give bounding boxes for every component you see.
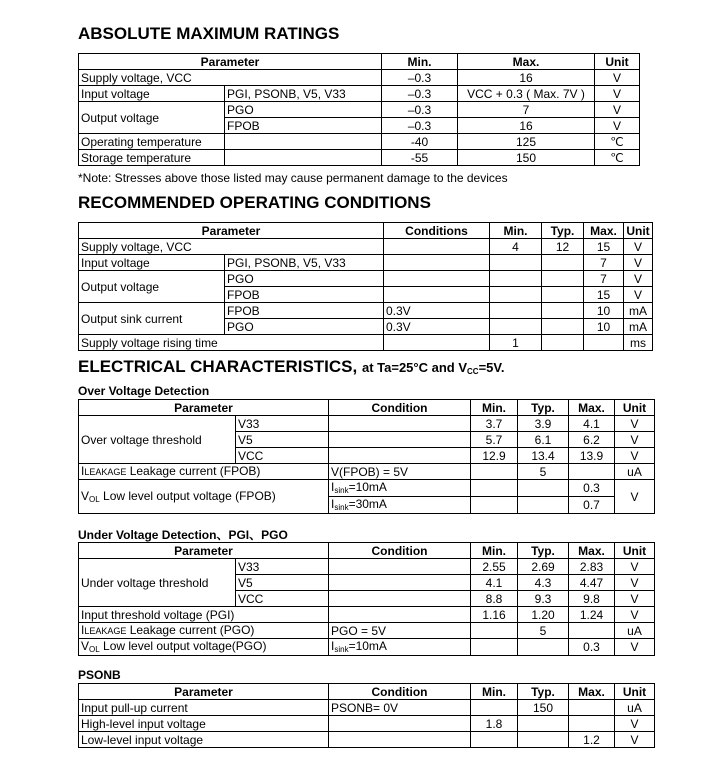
cell: Supply voltage, VCC bbox=[79, 70, 382, 86]
cell bbox=[225, 134, 382, 150]
cell: FPOB bbox=[225, 118, 382, 134]
col-header: Min. bbox=[471, 684, 518, 700]
cell: 0.3V bbox=[384, 319, 490, 335]
table-header-row bbox=[79, 684, 655, 700]
cell: V bbox=[615, 432, 655, 448]
cell: uA bbox=[615, 700, 655, 716]
cell: PGI, PSONB, V5, V33 bbox=[225, 86, 382, 102]
cell bbox=[518, 480, 569, 497]
cell: 12.9 bbox=[471, 448, 518, 464]
table-row bbox=[79, 416, 655, 432]
col-header: Unit bbox=[595, 54, 640, 70]
cell: V bbox=[615, 591, 655, 607]
cell: Supply voltage, VCC bbox=[79, 239, 384, 255]
cell: 1.16 bbox=[471, 607, 518, 623]
cell bbox=[225, 150, 382, 166]
cell: 15 bbox=[584, 239, 624, 255]
cell: 4.1 bbox=[569, 416, 615, 432]
cell: $V_{OL}$ Low level output voltage(PGO) bbox=[79, 639, 329, 656]
table-row bbox=[79, 70, 640, 86]
cell: VCC bbox=[236, 448, 329, 464]
table-row bbox=[79, 639, 655, 656]
cell: 7 bbox=[584, 255, 624, 271]
cell: 150 bbox=[518, 700, 569, 716]
table-row bbox=[79, 150, 640, 166]
cell: V5 bbox=[236, 575, 329, 591]
cell: –0.3 bbox=[382, 118, 458, 134]
col-header: Max. bbox=[569, 543, 615, 559]
col-header: Condition bbox=[329, 684, 471, 700]
cell: 4.1 bbox=[471, 575, 518, 591]
cell: PGO = 5V bbox=[329, 623, 471, 639]
uvd-title: Under Voltage Detection、PGI、PGO bbox=[78, 528, 288, 542]
cell: VCC + 0.3 ( Max. 7V ) bbox=[458, 86, 595, 102]
cell: 0.7 bbox=[569, 497, 615, 514]
cell: V bbox=[624, 255, 653, 271]
col-header: Min. bbox=[471, 543, 518, 559]
cell bbox=[329, 716, 471, 732]
cell bbox=[329, 607, 471, 623]
col-header: Min. bbox=[490, 223, 542, 239]
col-header: Max. bbox=[569, 400, 615, 416]
cell: 10 bbox=[584, 319, 624, 335]
cell bbox=[471, 639, 518, 656]
cell bbox=[329, 575, 471, 591]
table-row bbox=[79, 607, 655, 623]
cell: V bbox=[615, 716, 655, 732]
col-header: Parameter bbox=[79, 54, 382, 70]
cell: V(FPOB) = 5V bbox=[329, 464, 471, 480]
cell bbox=[569, 700, 615, 716]
cell: 1 bbox=[490, 335, 542, 351]
cell: –0.3 bbox=[382, 86, 458, 102]
cell bbox=[384, 335, 490, 351]
cell: 125 bbox=[458, 134, 595, 150]
cell: PGO bbox=[225, 271, 384, 287]
cell bbox=[490, 271, 542, 287]
cell: 2.55 bbox=[471, 559, 518, 575]
cell: V bbox=[624, 239, 653, 255]
col-header: Min. bbox=[382, 54, 458, 70]
cell: 5.7 bbox=[471, 432, 518, 448]
col-header: Unit bbox=[615, 684, 655, 700]
cell: 15 bbox=[584, 287, 624, 303]
cell: ms bbox=[624, 335, 653, 351]
col-header: Max. bbox=[569, 684, 615, 700]
cell: $I_{sink}=30mA$ bbox=[329, 497, 471, 514]
cell bbox=[518, 497, 569, 514]
cell: 8.8 bbox=[471, 591, 518, 607]
cell: V bbox=[595, 86, 640, 102]
table-row bbox=[79, 255, 653, 271]
table-row bbox=[79, 732, 655, 748]
cell: Under voltage threshold bbox=[79, 559, 236, 607]
col-header: Max. bbox=[584, 223, 624, 239]
cell: $V_{OL}$ Low level output voltage (FPOB) bbox=[79, 480, 329, 514]
cell: V bbox=[615, 607, 655, 623]
cell bbox=[542, 303, 584, 319]
cell: V bbox=[615, 732, 655, 748]
col-header: Conditions bbox=[384, 223, 490, 239]
cell bbox=[490, 303, 542, 319]
cell: Storage temperature bbox=[79, 150, 225, 166]
cell: PGI, PSONB, V5, V33 bbox=[225, 255, 384, 271]
cell: 5 bbox=[518, 464, 569, 480]
cell bbox=[542, 287, 584, 303]
cell bbox=[471, 732, 518, 748]
cell bbox=[569, 716, 615, 732]
cell: 6.2 bbox=[569, 432, 615, 448]
cell: $I_{sink}=10mA$ bbox=[329, 480, 471, 497]
cell: uA bbox=[615, 623, 655, 639]
abs-table bbox=[78, 53, 640, 166]
roc-title: RECOMMENDED OPERATING CONDITIONS bbox=[78, 193, 431, 212]
cell: 12 bbox=[542, 239, 584, 255]
col-header: Unit bbox=[624, 223, 653, 239]
ec-title-main: ELECTRICAL CHARACTERISTICS, bbox=[78, 357, 358, 376]
col-header: Typ. bbox=[542, 223, 584, 239]
cell: 3.9 bbox=[518, 416, 569, 432]
cell bbox=[518, 639, 569, 656]
table-row bbox=[79, 700, 655, 716]
cell: -40 bbox=[382, 134, 458, 150]
table-header-row bbox=[79, 223, 653, 239]
cell bbox=[471, 497, 518, 514]
cell bbox=[471, 623, 518, 639]
cell bbox=[542, 255, 584, 271]
cell bbox=[329, 591, 471, 607]
cell: 2.69 bbox=[518, 559, 569, 575]
col-header: Parameter bbox=[79, 223, 384, 239]
cell: Input voltage bbox=[79, 86, 225, 102]
cell: V bbox=[615, 448, 655, 464]
col-header: Unit bbox=[615, 400, 655, 416]
cell: 0.3 bbox=[569, 480, 615, 497]
cell: 6.1 bbox=[518, 432, 569, 448]
cell: VCC bbox=[236, 591, 329, 607]
cell: ILEAKAGE Leakage current (PGO) bbox=[79, 623, 329, 639]
cell: Output sink current bbox=[79, 303, 225, 335]
table-header-row bbox=[79, 400, 655, 416]
col-header: Max. bbox=[458, 54, 595, 70]
cell: ℃ bbox=[595, 150, 640, 166]
cell bbox=[329, 416, 471, 432]
cell: uA bbox=[615, 464, 655, 480]
cell: Input voltage bbox=[79, 255, 225, 271]
table-row bbox=[79, 303, 653, 319]
cell: Operating temperature bbox=[79, 134, 225, 150]
cell bbox=[329, 432, 471, 448]
cell: –0.3 bbox=[382, 102, 458, 118]
table-header-row bbox=[79, 543, 655, 559]
ovd-title: Over Voltage Detection bbox=[78, 384, 210, 398]
cell: 10 bbox=[584, 303, 624, 319]
cell: 3.7 bbox=[471, 416, 518, 432]
col-header: Typ. bbox=[518, 400, 569, 416]
cell bbox=[569, 623, 615, 639]
cell bbox=[584, 335, 624, 351]
table-row bbox=[79, 716, 655, 732]
cell: V bbox=[615, 575, 655, 591]
cell: 4.47 bbox=[569, 575, 615, 591]
cell: 16 bbox=[458, 70, 595, 86]
table-row bbox=[79, 134, 640, 150]
cell: 7 bbox=[584, 271, 624, 287]
cell: 5 bbox=[518, 623, 569, 639]
cell: V bbox=[615, 416, 655, 432]
cell: -55 bbox=[382, 150, 458, 166]
cell: Output voltage bbox=[79, 102, 225, 134]
cell: 7 bbox=[458, 102, 595, 118]
col-header: Min. bbox=[471, 400, 518, 416]
abs-title: ABSOLUTE MAXIMUM RATINGS bbox=[78, 24, 340, 43]
cell bbox=[384, 255, 490, 271]
cell: –0.3 bbox=[382, 70, 458, 86]
table-row bbox=[79, 102, 640, 118]
cell: Low-level input voltage bbox=[79, 732, 329, 748]
cell bbox=[384, 287, 490, 303]
cell: 16 bbox=[458, 118, 595, 134]
col-header: Parameter bbox=[79, 543, 329, 559]
cell: 4 bbox=[490, 239, 542, 255]
table-row bbox=[79, 480, 655, 497]
cell: Input threshold voltage (PGI) bbox=[79, 607, 329, 623]
cell: PGO bbox=[225, 319, 384, 335]
cell: V bbox=[624, 287, 653, 303]
cell bbox=[471, 700, 518, 716]
cell bbox=[471, 464, 518, 480]
cell: 1.20 bbox=[518, 607, 569, 623]
roc-table bbox=[78, 222, 653, 351]
cell: Output voltage bbox=[79, 271, 225, 303]
cell: ℃ bbox=[595, 134, 640, 150]
abs-note: *Note: Stresses above those listed may cause permanent damage to the devices bbox=[78, 171, 508, 185]
cell: FPOB bbox=[225, 303, 384, 319]
table-row bbox=[79, 559, 655, 575]
table-row bbox=[79, 623, 655, 639]
cell: 1.24 bbox=[569, 607, 615, 623]
cell bbox=[384, 239, 490, 255]
col-header: Parameter bbox=[79, 400, 329, 416]
cell: V bbox=[624, 271, 653, 287]
cell: PGO bbox=[225, 102, 382, 118]
table-row bbox=[79, 271, 653, 287]
table-header-row bbox=[79, 54, 640, 70]
cell: mA bbox=[624, 303, 653, 319]
cell bbox=[542, 335, 584, 351]
cell bbox=[518, 732, 569, 748]
cell: V bbox=[615, 480, 655, 514]
cell: 9.8 bbox=[569, 591, 615, 607]
col-header: Unit bbox=[615, 543, 655, 559]
col-header: Parameter bbox=[79, 684, 329, 700]
cell: 0.3 bbox=[569, 639, 615, 656]
cell: 9.3 bbox=[518, 591, 569, 607]
uvd-table bbox=[78, 542, 655, 656]
cell: Supply voltage rising time bbox=[79, 335, 384, 351]
cell: 13.4 bbox=[518, 448, 569, 464]
col-header: Typ. bbox=[518, 684, 569, 700]
cell: $I_{sink}=10mA$ bbox=[329, 639, 471, 656]
cell: V bbox=[595, 102, 640, 118]
cell bbox=[490, 319, 542, 335]
cell bbox=[329, 559, 471, 575]
cell: Over voltage threshold bbox=[79, 416, 236, 464]
ec-title bbox=[78, 357, 505, 377]
cell: V bbox=[595, 70, 640, 86]
cell: V5 bbox=[236, 432, 329, 448]
cell: 1.8 bbox=[471, 716, 518, 732]
cell: mA bbox=[624, 319, 653, 335]
cell: 4.3 bbox=[518, 575, 569, 591]
cell bbox=[490, 287, 542, 303]
cell: 1.2 bbox=[569, 732, 615, 748]
col-header: Condition bbox=[329, 400, 471, 416]
cell: 2.83 bbox=[569, 559, 615, 575]
cell: FPOB bbox=[225, 287, 384, 303]
cell: High-level input voltage bbox=[79, 716, 329, 732]
cell: V33 bbox=[236, 559, 329, 575]
col-header: Typ. bbox=[518, 543, 569, 559]
psonb-table bbox=[78, 683, 655, 748]
cell: V bbox=[595, 118, 640, 134]
cell bbox=[569, 464, 615, 480]
cell bbox=[518, 716, 569, 732]
cell bbox=[490, 255, 542, 271]
cell: V33 bbox=[236, 416, 329, 432]
cell bbox=[471, 480, 518, 497]
cell: 150 bbox=[458, 150, 595, 166]
col-header: Condition bbox=[329, 543, 471, 559]
cell: 13.9 bbox=[569, 448, 615, 464]
cell: V bbox=[615, 559, 655, 575]
cell bbox=[329, 732, 471, 748]
cell bbox=[542, 319, 584, 335]
cell: Input pull-up current bbox=[79, 700, 329, 716]
cell: V bbox=[615, 639, 655, 656]
cell: ILEAKAGE Leakage current (FPOB) bbox=[79, 464, 329, 480]
psonb-title: PSONB bbox=[78, 668, 121, 682]
cell bbox=[329, 448, 471, 464]
cell bbox=[384, 271, 490, 287]
cell bbox=[542, 271, 584, 287]
ec-title-cond: at Ta=25°C and $V_{CC}=5V$. bbox=[361, 360, 505, 376]
cell: PSONB= 0V bbox=[329, 700, 471, 716]
cell: 0.3V bbox=[384, 303, 490, 319]
table-row bbox=[79, 464, 655, 480]
table-row bbox=[79, 239, 653, 255]
table-row bbox=[79, 86, 640, 102]
ovd-table bbox=[78, 399, 655, 514]
table-row bbox=[79, 335, 653, 351]
